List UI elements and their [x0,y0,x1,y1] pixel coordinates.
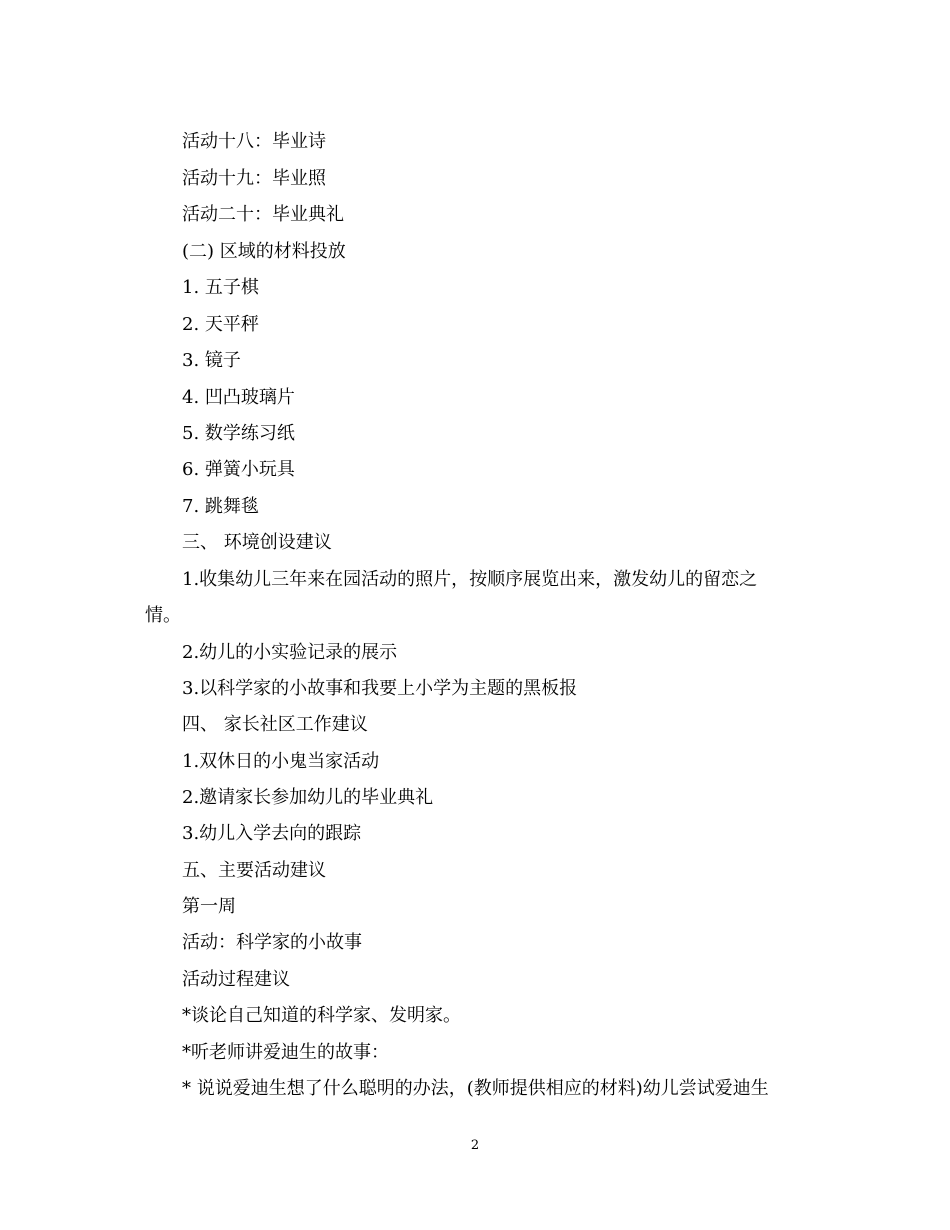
section-heading-materials: (二) 区域的材料投放 [182,241,346,262]
list-item: 2. 天平秤 [182,314,259,335]
list-item: 6. 弹簧小玩具 [182,459,295,480]
section-heading-activities: 五、主要活动建议 [182,860,326,881]
bullet-item: * 说说爱迪生想了什么聪明的办法，(教师提供相应的材料)幼儿尝试爱迪生 [182,1078,769,1099]
paragraph-continuation: 情。 [145,605,181,626]
activity-19-line: 活动十九：毕业照 [182,168,326,189]
week-heading: 第一周 [182,896,236,917]
list-item: 3.以科学家的小故事和我要上小学为主题的黑板报 [182,678,578,699]
list-item: 1. 五子棋 [182,277,259,298]
bullet-item: *听老师讲爱迪生的故事： [182,1042,389,1063]
list-item: 5. 数学练习纸 [182,423,295,444]
paragraph-line: 1.收集幼儿三年来在园活动的照片，按顺序展览出来，激发幼儿的留恋之 [182,569,758,590]
list-item: 4. 凹凸玻璃片 [182,387,295,408]
list-item: 3.幼儿入学去向的跟踪 [182,823,362,844]
activity-title: 活动：科学家的小故事 [182,932,362,953]
list-item: 2.邀请家长参加幼儿的毕业典礼 [182,787,434,808]
section-heading-parents: 四、 家长社区工作建议 [182,714,368,735]
list-item: 7. 跳舞毯 [182,496,259,517]
activity-process-heading: 活动过程建议 [182,969,290,990]
section-heading-environment: 三、 环境创设建议 [182,532,332,553]
list-item: 1.双休日的小鬼当家活动 [182,751,380,772]
page-number: 2 [470,1138,480,1153]
activity-18-line: 活动十八：毕业诗 [182,131,326,152]
list-item: 3. 镜子 [182,350,241,371]
list-item: 2.幼儿的小实验记录的展示 [182,642,398,663]
activity-20-line: 活动二十：毕业典礼 [182,204,344,225]
bullet-item: *谈论自己知道的科学家、发明家。 [182,1005,461,1026]
